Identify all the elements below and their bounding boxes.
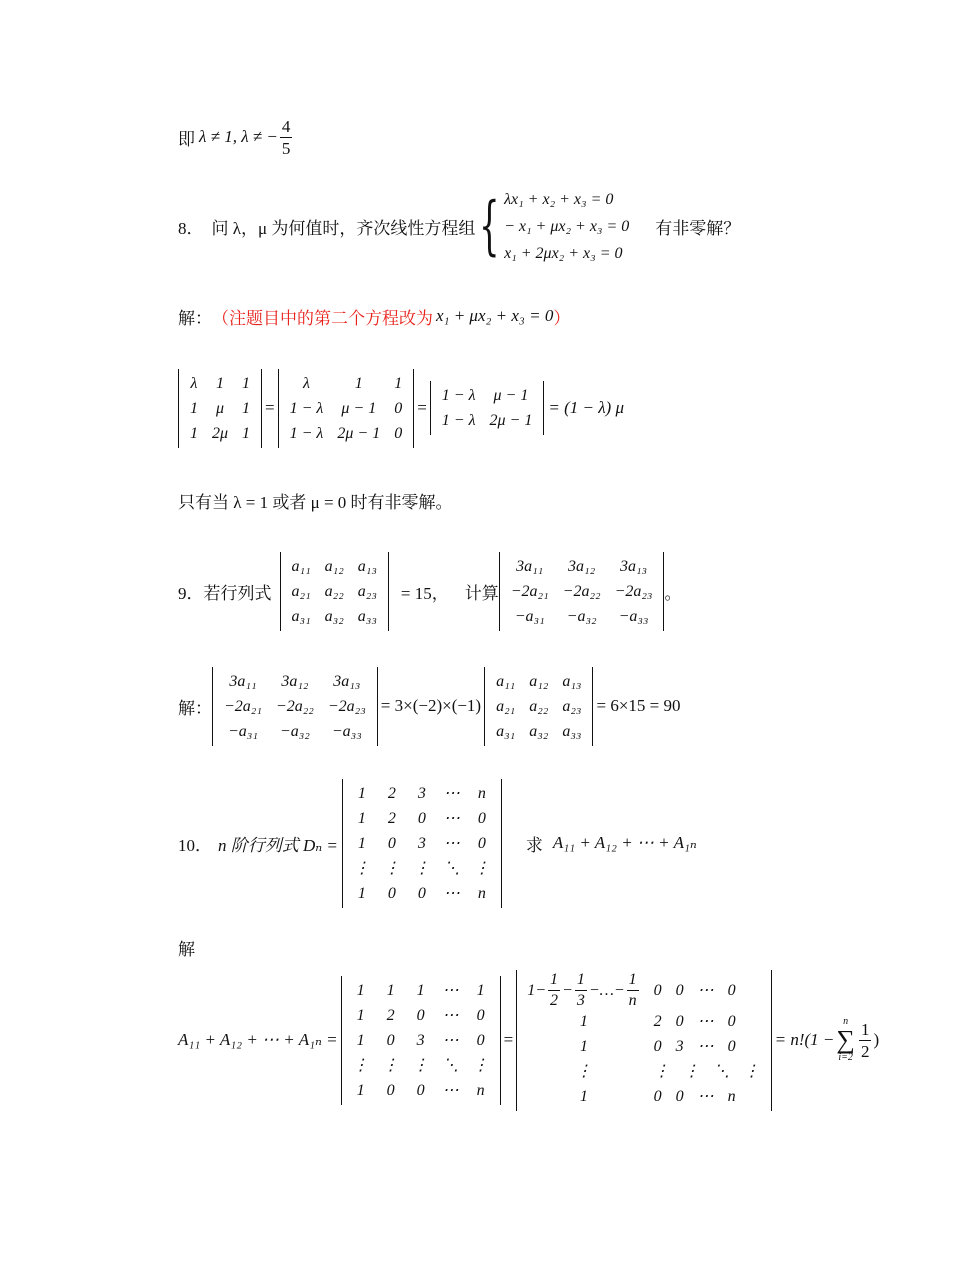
det-cell: a₁₁ [291,557,311,575]
det-cell: ⋮ [653,1062,670,1080]
q8-eq2: − x₁ + μx₂ + x₃ = 0 [504,217,630,235]
det-cell: a₁₁ [496,672,516,690]
det-row [283,371,410,396]
det-cell: 1 [357,809,366,827]
det-row [504,604,660,629]
det-row [489,694,588,719]
det-cell: −a₃₁ [228,722,258,740]
det-cell: ⋯ [697,981,714,999]
det-cell: −2a₂₁ [510,582,549,600]
q9-label: 9．若行列式 [178,583,272,603]
det-cell: a₂₁ [291,582,311,600]
q10-text: n 阶行列式 Dₙ = [218,835,338,855]
det-cell: 2μ − 1 [489,412,533,429]
det-cell: 0 [727,1037,736,1055]
det-cell: 1 [190,424,198,442]
sol10-det2 [516,970,771,1111]
frac-half: $\frac{1}{2}$ [550,970,559,1009]
solution-9 [178,666,681,746]
det-cell: 1 [579,1087,588,1105]
det-cell: ⋯ [697,1037,714,1055]
det-cell: 3a₁₃ [619,557,648,575]
det-cell: 1 [579,1037,588,1055]
det-cell: 0 [417,884,426,902]
det-cell: −a₃₂ [279,722,310,740]
sol10-prefix-line [178,934,195,960]
det-row [504,554,660,579]
q9-eq15: = 15， [400,583,449,603]
det-cell: a₂₂ [529,697,549,715]
det-row [346,1053,496,1078]
det-cell: 0 [477,809,486,827]
det-cell: ⋮ [683,1062,700,1080]
det-row [285,604,384,629]
det-cell: μ [216,399,225,417]
det-cell: 2 [387,784,396,802]
sol10-det2-rest-row [647,972,767,1009]
det-row [521,1034,766,1059]
det-cell: 0 [387,834,396,852]
summation-icon [836,1017,855,1063]
question-8 [178,183,740,269]
sol10-det1 [341,976,501,1105]
det-cell: −2a₂₃ [327,697,366,715]
det-cell: 1 − λ [289,399,324,417]
det-cell: 1 [394,374,403,392]
det-cell: 1 [579,1012,588,1030]
det-cell: −a₃₃ [618,607,649,625]
det-subcell [647,1034,767,1059]
top-prefix: 即 [178,129,195,149]
det-row [217,669,373,694]
det-row [521,1009,766,1034]
top-fraction-num: 4 [281,116,291,136]
sum-top: n [843,1016,849,1027]
det-cell: 0 [476,1031,485,1049]
det-cell: 0 [394,399,403,417]
det-cell: ⋮ [412,1056,429,1074]
det-cell: 0 [675,981,684,999]
det-subrow [647,978,743,1003]
q8-text2: 有非零解？ [655,218,741,238]
sol10-prefix: 解 [178,939,195,959]
det-row [489,669,588,694]
det-cell: −a₃₁ [514,607,545,625]
det-cell: μ − 1 [493,387,529,404]
det-cell: 1 − λ [289,424,324,442]
det-row [435,408,540,433]
top-fraction [280,118,293,157]
det-row [217,719,373,744]
det-cell: n [477,884,486,902]
sol8-note-equation: x₁ + μx₂ + x₃ = 0 [436,306,554,325]
det-cell: ⋯ [443,884,460,902]
det-cell: 2μ − 1 [337,424,381,442]
det-cell: 0 [727,981,736,999]
det-cell: ⋮ [743,1062,760,1080]
sol8-det3 [430,381,545,435]
q8-label: 8． [178,218,204,238]
det-cell: ⋯ [442,981,459,999]
top-condition: λ ≠ 1, λ ≠ − [199,127,278,146]
det-cell: a₂₂ [324,582,344,600]
det-cell: n [476,1081,485,1099]
equals-sign: = [265,398,275,417]
det-cell: −2a₂₃ [614,582,653,600]
det-row [183,371,257,396]
det-cell: 1 − λ [441,412,476,429]
det-cell: a₃₃ [562,722,582,740]
det-cell: 1 [356,981,365,999]
det-cell: −a₃₂ [566,607,597,625]
det-cell: 0 [653,1087,662,1105]
det-cell: ⋯ [697,1087,714,1105]
det-cell: ⋮ [575,1062,592,1080]
sol8-result: = (1 − λ) μ [548,398,625,417]
det-cell: a₂₁ [496,697,516,715]
det-cell: ⋮ [352,1056,369,1074]
det-cell: 0 [675,1012,684,1030]
det-row [183,421,257,446]
det-cell: ⋯ [697,1012,714,1030]
det-cell: 1 [242,424,251,442]
sol10-det1-table [346,978,496,1103]
det-cell: 0 [727,1012,736,1030]
sol8-det1-table [183,371,257,446]
det-cell: 0 [416,1081,425,1099]
sol8-prefix: 解： [178,308,212,328]
det-cell: 1 [356,1006,365,1024]
solution-8-note [178,302,570,330]
det-row [521,1059,766,1084]
det-subcell [647,1059,767,1084]
det-cell: a₁₃ [562,672,582,690]
sol9-det2-table [489,669,588,744]
det-cell: n [477,784,486,802]
q10-target: A₁₁ + A₁₂ + ⋯ + A₁ₙ [552,833,697,852]
solution-10 [178,965,879,1115]
sol10-result-post: ) [873,1030,880,1049]
det-cell: 0 [675,1087,684,1105]
det-row [347,806,497,831]
sol9-det2 [484,667,593,746]
det-cell: ⋱ [443,859,460,877]
det-row [283,396,410,421]
det-cell: ⋱ [713,1062,730,1080]
det-cell: 1 [357,784,366,802]
q8-equation-system [504,186,629,267]
det-cell: a₃₁ [496,722,516,740]
q9-end: 。 [664,583,682,603]
det-cell: 3a₁₂ [281,672,309,690]
det-cell: ⋮ [473,859,490,877]
sol8-det1 [178,369,262,448]
det-cell: 1 [216,374,225,392]
det-cell: ⋮ [472,1056,489,1074]
sol8-conclusion [178,486,453,514]
det-cell: 3a₁₁ [229,672,257,690]
det-row [285,579,384,604]
det-cell: 3a₁₃ [333,672,361,690]
det-cell: 1 [190,399,198,417]
q9-det2-table [504,554,660,629]
sol10-det2-first-cell [521,972,646,1009]
det-row [435,383,540,408]
q8-eq1: λx₁ + x₂ + x₃ = 0 [504,190,614,208]
det-row [346,978,496,1003]
det-row [346,1028,496,1053]
q10-det [342,779,502,908]
det-cell: μ − 1 [341,399,377,417]
det-row [217,694,373,719]
equals-sign: = [417,398,427,417]
sol8-det2 [278,369,415,448]
sol9-result: = 6×15 = 90 [596,696,681,715]
equals-sign: = [503,1030,514,1049]
det-cell: −a₃₃ [331,722,362,740]
det-subcell [647,1009,767,1034]
sol10-frac-num: 1 [860,1019,870,1039]
question-9 [178,551,681,631]
det-cell: 1 [354,374,363,392]
sol8-det2-table [283,371,410,446]
det-cell: 3 [417,784,426,802]
det-cell: ⋮ [353,859,370,877]
det-cell: −2a₂₂ [275,697,314,715]
det-cell: 3a₁₂ [568,557,596,575]
det-cell: λ [190,374,198,392]
det-row [183,396,257,421]
det-cell: 1 [242,399,251,417]
det-cell: 1 [357,884,366,902]
det-cell: 1 [476,981,485,999]
question-10 [178,777,697,909]
q9-det2 [499,552,665,631]
top-fraction-den: 5 [281,138,291,158]
det-cell: ⋯ [442,1006,459,1024]
q8-text: 问 λ，μ 为何值时，齐次线性方程组 [211,218,476,238]
det-cell: 0 [477,834,486,852]
det-cell: a₁₃ [357,557,377,575]
sol9-prefix: 解： [178,698,212,718]
q10-label: 10． [178,835,212,855]
frac-third: $\frac{1}{3}$ [576,970,585,1009]
sol8-det3-table [435,383,540,433]
q10-det-table [347,781,497,906]
det-row [283,421,410,446]
det-cell: ⋯ [443,784,460,802]
det-cell: 1 − λ [441,387,476,404]
det-row [285,554,384,579]
det-cell: ⋯ [443,809,460,827]
det-cell: ⋯ [443,834,460,852]
det-row [489,719,588,744]
det-cell: 0 [417,809,426,827]
det-cell: 3 [416,1031,425,1049]
det-cell: 0 [386,1081,395,1099]
det-cell: n [727,1087,736,1105]
sol8-conclusion-text: 只有当 λ = 1 或者 μ = 0 时有非零解。 [178,492,453,512]
sol8-note-open: （注题目中的第二个方程改为 [212,308,433,328]
det-cell: 1 [416,981,425,999]
det-row [347,831,497,856]
det-row [347,881,497,906]
q8-eq3: x₁ + 2μx₂ + x₃ = 0 [504,244,623,262]
q9-calc: 计算 [464,583,499,603]
det-cell: λ [303,374,310,392]
q10-ask: 求 [525,835,543,855]
det-cell: 3 [417,834,426,852]
sol8-note-close: ） [553,308,571,328]
det-cell: a₂₃ [357,582,377,600]
sol10-first-cell-text: 1− $\frac{1}{2}$ − $\frac{1}{3}$ −…− $\frac{1}{n}$ [527,970,637,1009]
det-row [504,579,660,604]
det-cell: ⋱ [442,1056,459,1074]
sol10-lhs: A₁₁ + A₁₂ + ⋯ + A₁ₙ = [178,1030,338,1049]
sol10-frac-den: 2 [860,1041,870,1061]
det-cell: 0 [387,884,396,902]
det-row [346,1078,496,1103]
frac-over-n: $\frac{1}{n}$ [628,970,637,1009]
det-cell: ⋯ [442,1031,459,1049]
det-cell: a₃₂ [529,722,549,740]
det-cell: 0 [394,424,403,442]
det-cell: 0 [653,981,662,999]
det-cell: 2 [653,1012,662,1030]
det-cell: −2a₂₁ [224,697,262,715]
det-cell: 1 [356,1081,365,1099]
det-cell: 0 [476,1006,485,1024]
det-cell: 1 [356,1031,365,1049]
sol10-frac [859,1021,872,1060]
det-row [521,1084,766,1109]
sol10-det2-table [521,972,766,1109]
det-cell: ⋮ [383,859,400,877]
det-row [346,1003,496,1028]
sum-bottom: i=2 [838,1052,853,1063]
det-row [347,856,497,881]
det-subcell [647,1084,767,1109]
left-brace: { [479,189,500,263]
det-cell: 2 [387,809,396,827]
det-cell: ⋮ [413,859,430,877]
det-cell: 1 [242,374,251,392]
sol9-det1-table [217,669,373,744]
sol9-mid: = 3×(−2)×(−1) [380,696,482,715]
det-cell: 0 [416,1006,425,1024]
solution-8-determinants [178,368,624,448]
det-cell: ⋯ [442,1081,459,1099]
det-row [347,781,497,806]
det-cell: ⋮ [382,1056,399,1074]
q9-det [280,552,389,631]
det-cell: −2a₂₂ [562,582,601,600]
det-cell: 2μ [212,424,229,442]
det-cell: 3 [675,1037,684,1055]
det-cell: 0 [386,1031,395,1049]
det-cell: 1 [386,981,395,999]
sol10-result-pre: = n!(1 − [774,1030,835,1049]
top-condition-line [178,116,294,158]
det-cell: a₂₃ [562,697,582,715]
det-cell: a₁₂ [529,672,549,690]
det-cell: a₃₂ [324,607,344,625]
det-cell: a₃₃ [357,607,377,625]
det-cell: 0 [653,1037,662,1055]
det-cell: 1 [357,834,366,852]
sol10-det2-row [521,972,766,1009]
q9-det-table [285,554,384,629]
det-cell: 3a₁₁ [516,557,544,575]
sigma: ∑ [836,1025,855,1054]
sol9-det1 [212,667,378,746]
det-cell: 2 [386,1006,395,1024]
det-cell: a₃₁ [291,607,311,625]
det-cell: a₁₂ [324,557,344,575]
